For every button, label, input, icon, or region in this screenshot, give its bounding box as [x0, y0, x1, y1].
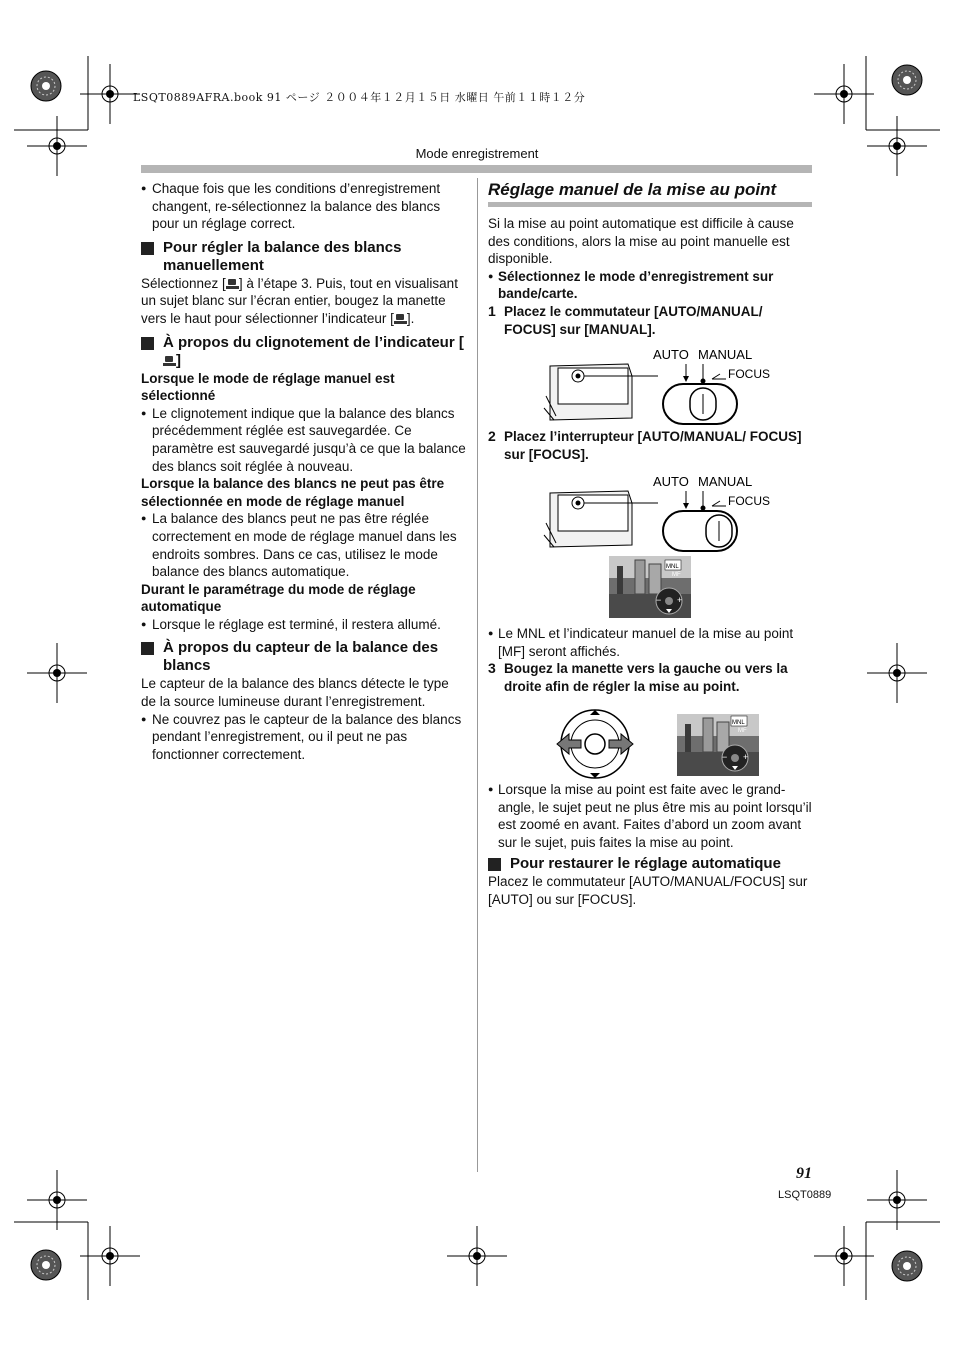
crosshair-mark: [814, 1226, 874, 1286]
section-wb-sensor: [141, 639, 467, 675]
bullet: ● La balance des blancs peut ne pas être réglée correctement en mode de réglage manuel dans les endroits sombres. Dans ce cas, utilisez le mode balance des blancs automatique.: [141, 510, 467, 580]
crosshair-mark: [867, 643, 927, 703]
header-bar: [141, 165, 812, 173]
label-auto: AUTO: [653, 474, 689, 489]
crosshair-mark: [447, 1226, 507, 1286]
bullet: ● Le clignotement indique que la balance des blancs précédemment réglée est sauvegardée. Ce paramètre est sauvegardé jusqu’à ce que la balance des blancs soit réglée à nouveau.: [141, 405, 467, 475]
label-manual: MANUAL: [698, 347, 753, 362]
crosshair-mark: [27, 1170, 87, 1230]
camera-switch-figure-2: [540, 473, 780, 555]
section-square-icon: [141, 337, 154, 350]
subheading: Durant le paramétrage du mode de réglage automatique: [141, 581, 416, 615]
svg-text:−: −: [656, 595, 662, 605]
section-square-icon: [488, 858, 501, 871]
title-bar: [488, 202, 812, 207]
section-title: Pour régler la balance des blancs manuellement: [163, 238, 402, 274]
white-balance-icon: [226, 278, 239, 290]
step-2: 2 Placez l’interrupteur [AUTO/MANUAL/ FOCUS] sur [FOCUS].: [488, 428, 802, 462]
camera-switch-figure-1: [540, 346, 780, 428]
step-3: 3 Bougez la manette vers la gauche ou vers la droite afin de régler la mise au point.: [488, 660, 788, 694]
rosette-mark: [31, 1250, 61, 1280]
subheading: Lorsque le mode de réglage manuel est sélectionné: [141, 370, 395, 404]
file-info: LSQT0889AFRA.book 91 ページ ２００４年１２月１５日 水曜日 午前１１時１２分: [133, 91, 586, 104]
crosshair-mark: [867, 1170, 927, 1230]
intro-bullet: ● Chaque fois que les conditions d’enregistrement changent, re-sélectionnez la balance des blancs pour un réglage correct.: [141, 180, 467, 233]
section-main-title: Réglage manuel de la mise au point: [488, 180, 777, 199]
white-balance-icon: [163, 355, 176, 367]
step-1: 1 Placez le commutateur [AUTO/MANUAL/ FOCUS] sur [MANUAL].: [488, 302, 763, 337]
rosette-mark: [892, 65, 922, 95]
manual-wb-text: Sélectionnez [ ] à l’étape 3. Puis, tout en visualisant un sujet blanc sur l’écran entier, bougez la manette vers le haut pour sélectionner l’indicateur [ ].: [141, 275, 458, 326]
bullet: ● Lorsque le réglage est terminé, il restera allumé.: [141, 616, 467, 634]
document-code: LSQT0889: [778, 1189, 832, 1201]
label-manual: MANUAL: [698, 474, 753, 489]
right-column: [488, 180, 812, 338]
bullet: ● Lorsque la mise au point est faite avec le grand-angle, le sujet peut ne plus être mis au point lorsqu’il est zoomé en avant. Faites d’abord un zoom avant sur le sujet, puis faites la mise au point.: [488, 781, 812, 851]
final-block: [488, 781, 812, 909]
subheading: Lorsque la balance des blancs ne peut pas être sélectionnée en mode de réglage manuel: [141, 476, 445, 509]
crosshair-mark: [27, 643, 87, 703]
crosshair-mark: [80, 64, 140, 124]
bold-bullet: ● Sélectionnez le mode d’enregistrement sur bande/carte.: [488, 268, 812, 303]
mf-indicator: MF: [672, 572, 681, 578]
svg-text:−: −: [722, 752, 728, 762]
label-focus: FOCUS: [728, 494, 770, 508]
lcd-screen-image-2: [677, 714, 759, 776]
section-square-icon: [141, 242, 154, 255]
label-focus: FOCUS: [728, 367, 770, 381]
step-2-block: [488, 428, 812, 463]
page-number: 91: [796, 1165, 812, 1182]
section-title: Pour restaurer le réglage automatique: [510, 855, 781, 873]
crosshair-mark: [814, 64, 874, 124]
mnl-indicator: MNL: [666, 564, 679, 570]
page-header: Mode enregistrement: [415, 146, 539, 161]
label-auto: AUTO: [653, 347, 689, 362]
svg-text:+: +: [743, 752, 749, 762]
rosette-mark: [892, 1251, 922, 1281]
svg-text:+: +: [677, 595, 683, 605]
white-balance-icon: [394, 313, 407, 325]
bullet: ● Le MNL et l’indicateur manuel de la mise au point [MF] seront affichés.: [488, 625, 812, 660]
mf-indicator: MF: [738, 728, 747, 734]
section-title: À propos du capteur de la balance des blancs: [163, 639, 439, 675]
wb-sensor-text: Le capteur de la balance des blancs détecte le type de la source lumineuse durant l’enregistrement.: [141, 676, 449, 710]
focus-intro: Si la mise au point automatique est difficile à cause des conditions, alors la mise au point manuelle est disponible.: [488, 216, 794, 267]
section-blinking: À propos du clignotement de l’indicateur []: [141, 334, 467, 370]
joystick-figure: [555, 707, 637, 779]
restore-text: Placez le commutateur [AUTO/MANUAL/FOCUS] sur [AUTO] ou sur [FOCUS].: [488, 874, 808, 907]
section-restore-auto: [488, 855, 812, 873]
column-divider: [477, 178, 478, 1172]
mnl-indicator: MNL: [732, 720, 745, 726]
section-square-icon: [141, 642, 154, 655]
lcd-screen-image-1: [609, 556, 691, 618]
rosette-mark: [31, 71, 61, 101]
section-manual-wb: [141, 239, 467, 275]
crosshair-mark: [80, 1226, 140, 1286]
after-figure-block: [488, 625, 812, 695]
bullet: ● Ne couvrez pas le capteur de la balance des blancs pendant l’enregistrement, ou il peut ne pas fonctionner correctement.: [141, 711, 467, 764]
left-column: [141, 180, 467, 763]
